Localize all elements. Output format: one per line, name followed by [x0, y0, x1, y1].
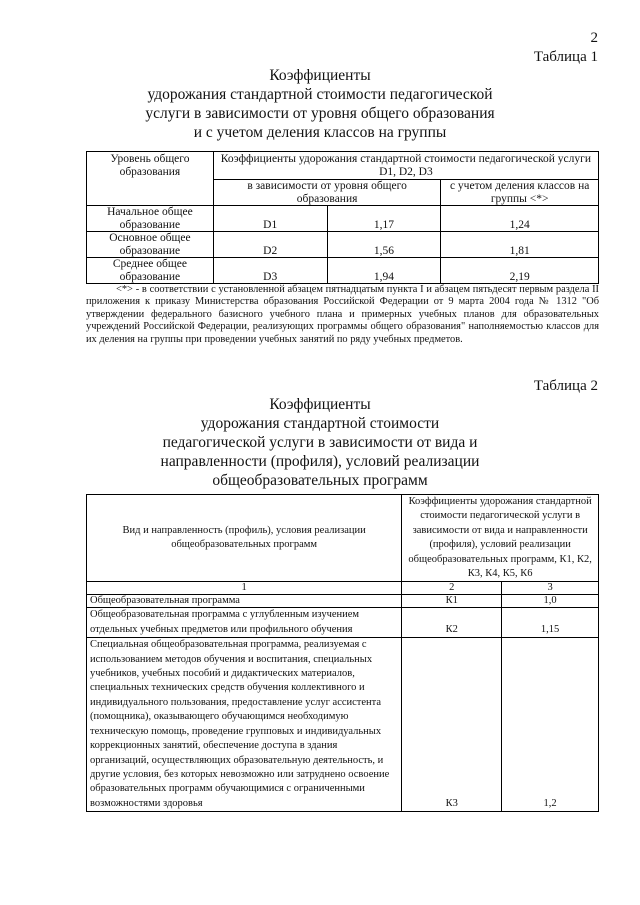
table2-col-number: 1 — [87, 582, 402, 595]
table1-cell-by-groups: 1,24 — [441, 206, 599, 232]
table2-cell-code: К1 — [402, 595, 502, 608]
table-row — [87, 595, 599, 608]
table1 — [86, 151, 599, 284]
table1-cell-level: Среднее общее образование — [87, 258, 214, 284]
table-row — [87, 232, 599, 258]
table-row — [87, 206, 599, 232]
table2-col-number: 2 — [402, 582, 502, 595]
table1-cell-level: Основное общее образование — [87, 232, 214, 258]
title-line: направленности (профиля), условий реализации — [160, 453, 480, 470]
table2 — [86, 494, 599, 812]
table1-title — [0, 66, 640, 142]
table1-cell-code: D2 — [213, 232, 327, 258]
table2-cell-value: 1,0 — [502, 595, 599, 608]
table1-cell-by-level: 1,17 — [327, 206, 441, 232]
title-line: Коэффициенты — [269, 67, 371, 84]
title-line: педагогической услуги в зависимости от вида и — [162, 434, 478, 451]
table1-header-level: Уровень общего образования — [87, 152, 214, 206]
table2-cell-code: К2 — [402, 608, 502, 638]
title-line: удорожания стандартной стоимости — [200, 415, 440, 432]
table2-title — [0, 395, 640, 490]
table1-cell-code: D1 — [213, 206, 327, 232]
table-row — [87, 608, 599, 638]
table1-subheader-groups: с учетом деления классов на группы <*> — [441, 180, 599, 206]
table2-header-coef: Коэффициенты удорожания стандартной стоимости педагогической услуги в зависимости от вида и направленности (профиля), условий реализации общеобразовательных программ, К1, К2, К3, К4, К5, К6 — [402, 495, 599, 582]
table2-col-number: 3 — [502, 582, 599, 595]
table2-cell-value: 1,15 — [502, 608, 599, 638]
table2-cell-name: Специальная общеобразовательная программа, реализуемая с использованием методов обучения и воспитания, специальных учебников, учебных пособий и дидактических материалов, специальных технических средств обучения коллективного и индивидуального пользования, предоставление услуг ассистента (помощника), оказывающего обучающимся необходимую техническую помощь, проведение групповых и индивидуальных коррекционных занятий, обеспечение доступа в здания организаций, осуществляющих образовательную деятельность, и другие условия, без которых невозможно или затруднено освоение образовательных программ обучающимися с ограниченными возможностями здоровья — [87, 638, 402, 812]
table-row — [87, 638, 599, 812]
table2-cell-code: К3 — [402, 638, 502, 812]
table1-cell-by-level: 1,94 — [327, 258, 441, 284]
title-line: услуги в зависимости от уровня общего образования — [145, 105, 495, 122]
table2-cell-name: Общеобразовательная программа с углубленным изучением отдельных учебных предметов или профильного обучения — [87, 608, 402, 638]
table2-label: Таблица 2 — [533, 378, 598, 394]
page-number: 2 — [590, 30, 598, 46]
table2-header-type: Вид и направленность (профиль), условия реализации общеобразовательных программ — [87, 495, 402, 582]
table1-subheader-level: в зависимости от уровня общего образования — [213, 180, 441, 206]
title-line: общеобразовательных программ — [212, 472, 428, 489]
title-line: Коэффициенты — [269, 396, 371, 413]
table1-cell-by-groups: 1,81 — [441, 232, 599, 258]
table1-footnote: <*> - в соответствии с установленной абзацем пятнадцатым пункта I и абзацем пятьдесят первым раздела II приложения к приказу Министерства образования Российской Федерации от 9 марта 2004 года № 1312 "Об утверждении федерального базисного учебного плана и примерных учебных планов для образовательных учреждений Российской Федерации, реализующих программы общего образования" наполняемостью классов для их деления на группы при проведении учебных занятий по ряду учебных предметов. — [86, 284, 599, 345]
table1-header-coef: Коэффициенты удорожания стандартной стоимости педагогической услуги D1, D2, D3 — [213, 152, 598, 180]
title-line: и с учетом деления классов на группы — [193, 124, 447, 141]
title-line: удорожания стандартной стоимости педагогической — [147, 86, 493, 103]
table2-cell-name: Общеобразовательная программа — [87, 595, 402, 608]
table1-cell-level: Начальное общее образование — [87, 206, 214, 232]
table1-cell-by-groups: 2,19 — [441, 258, 599, 284]
table1-cell-by-level: 1,56 — [327, 232, 441, 258]
table1-label: Таблица 1 — [533, 49, 598, 65]
table-row — [87, 258, 599, 284]
table2-cell-value: 1,2 — [502, 638, 599, 812]
table1-cell-code: D3 — [213, 258, 327, 284]
